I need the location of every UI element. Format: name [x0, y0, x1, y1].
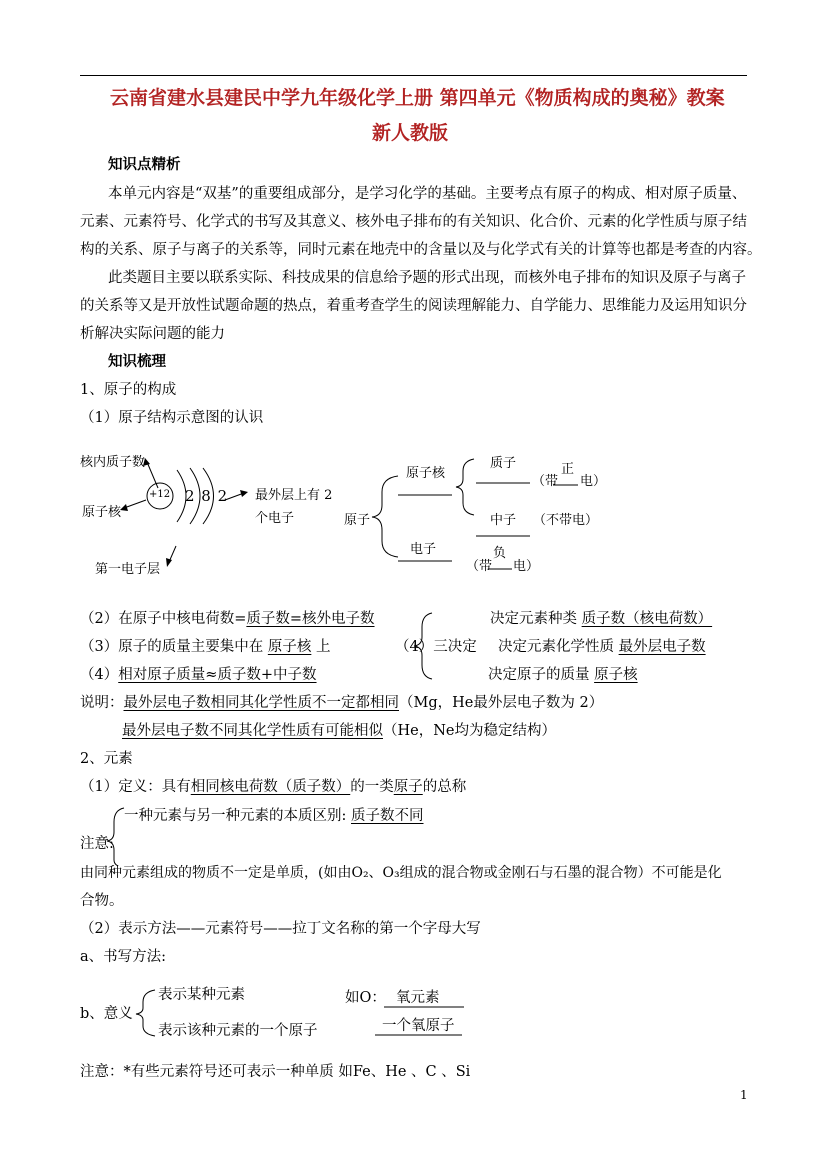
- label-first-shell: 第一电子层: [95, 562, 161, 577]
- row-decide-chem: 决定元素化学性质 最外层电子数: [498, 639, 706, 655]
- label-neutron: 中子: [490, 513, 517, 528]
- heading-atom-structure: 1、原子的构成: [80, 382, 177, 398]
- paragraph-line: 此类题目主要以联系实际、科技成果的信息给予题的形式出现，而核外电子排布的知识及原子与离子: [108, 270, 746, 286]
- attention-line-3: 合物。: [80, 893, 124, 909]
- page-number: 1: [740, 1088, 748, 1102]
- label-shells: 2 8 2: [185, 487, 229, 505]
- label-no-charge: （不带电）: [533, 513, 599, 528]
- label-negative: 负: [493, 546, 507, 561]
- label-three-decide: （4）三决定: [395, 639, 477, 655]
- label-elec-pos: 电）: [580, 474, 607, 489]
- label-nucleus-protons: 核内质子数: [80, 455, 146, 470]
- example-label: 如O：: [345, 990, 386, 1006]
- attention-label: 注意:: [80, 836, 114, 852]
- label-electron: 电子: [410, 542, 437, 557]
- row-nuclear-charge: （2）在原子中核电荷数=质子数=核外电子数: [80, 611, 375, 627]
- label-nucleus-charge: +12: [149, 489, 171, 500]
- meaning-2: 表示该种元素的一个原子: [158, 1023, 318, 1039]
- doc-title: 云南省建水县建民中学九年级化学上册 第四单元《物质构成的奥秘》教案: [110, 87, 725, 109]
- row-decide-element: 决定元素种类 质子数（核电荷数）: [490, 611, 713, 627]
- paragraph-line: 本单元内容是“双基”的重要组成部分，是学习化学的基础。主要考点有原子的构成、相对原子质量、: [108, 186, 747, 202]
- last-note: 注意：*有些元素符号还可表示一种单质 如Fe、He 、C 、Si: [80, 1064, 471, 1080]
- label-positive: 正: [561, 462, 575, 477]
- doc-title-line2: 新人教版: [372, 122, 449, 144]
- paragraph-line: 的关系等又是开放性试题命题的热点，着重考查学生的阅读理解能力、自学能力、思维能力及运用知识分: [80, 298, 747, 314]
- label-atom: 原子: [344, 513, 371, 528]
- heading-atom-diagram: （1）原子结构示意图的认识: [80, 410, 264, 426]
- section-heading-review: 知识梳理: [108, 353, 166, 370]
- section-heading-analysis: 知识点精析: [108, 156, 181, 173]
- row-mass-center: （3）原子的质量主要集中在 原子核 上: [80, 639, 331, 655]
- element-definition: （1）定义：具有相同核电荷数（质子数）的一类原子的总称: [80, 779, 467, 795]
- paragraph-line: 构的关系、原子与离子的关系等，同时元素在地壳中的含量以及与化学式有关的计算等也都是考查的内容。: [80, 242, 762, 258]
- label-atom-nucleus: 原子核: [406, 466, 446, 481]
- paragraph-line: 析解决实际问题的能力: [80, 326, 225, 342]
- note-1: 说明：最外层电子数相同其化学性质不一定都相同（Mg，He最外层电子数为 2）: [80, 695, 604, 711]
- heading-element: 2、元素: [80, 751, 133, 767]
- label-outer-electrons-2: 个电子: [255, 511, 295, 526]
- paragraph-line: 元素、元素符号、化学式的书写及其意义、核外电子排布的有关知识、化合价、元素的化学性质与原子结: [80, 214, 747, 230]
- label-nucleus: 原子核: [82, 505, 122, 520]
- note-2: 最外层电子数不同其化学性质有可能相似（He，Ne均为稳定结构）: [122, 723, 556, 739]
- row-relative-mass: （4）相对原子质量≈质子数+中子数: [80, 667, 317, 683]
- label-outer-electrons: 最外层上有 2: [255, 488, 333, 503]
- meaning-1: 表示某种元素: [158, 987, 245, 1003]
- attention-line-1: 一种元素与另一种元素的本质区别: 质子数不同: [124, 808, 424, 824]
- example-2: 一个氧原子: [382, 1018, 455, 1034]
- heading-symbol-method: （2）表示方法——元素符号——拉丁文名称的第一个字母大写: [80, 921, 481, 937]
- example-1: 氧元素: [396, 990, 440, 1006]
- label-elec-neg: 电）: [513, 559, 540, 574]
- row-decide-mass: 决定原子的质量 原子核: [488, 667, 638, 683]
- label-proton: 质子: [490, 456, 517, 471]
- writing-method: a、书写方法:: [80, 949, 167, 965]
- label-carry-neg: （带: [466, 559, 493, 574]
- attention-line-2: 由同种元素组成的物质不一定是单质，(如由O₂、O₃组成的混合物或金刚石与石墨的混合物）不可能是化: [80, 865, 722, 881]
- label-carry-pos: （带: [532, 474, 559, 489]
- meaning-label: b、意义: [80, 1006, 133, 1022]
